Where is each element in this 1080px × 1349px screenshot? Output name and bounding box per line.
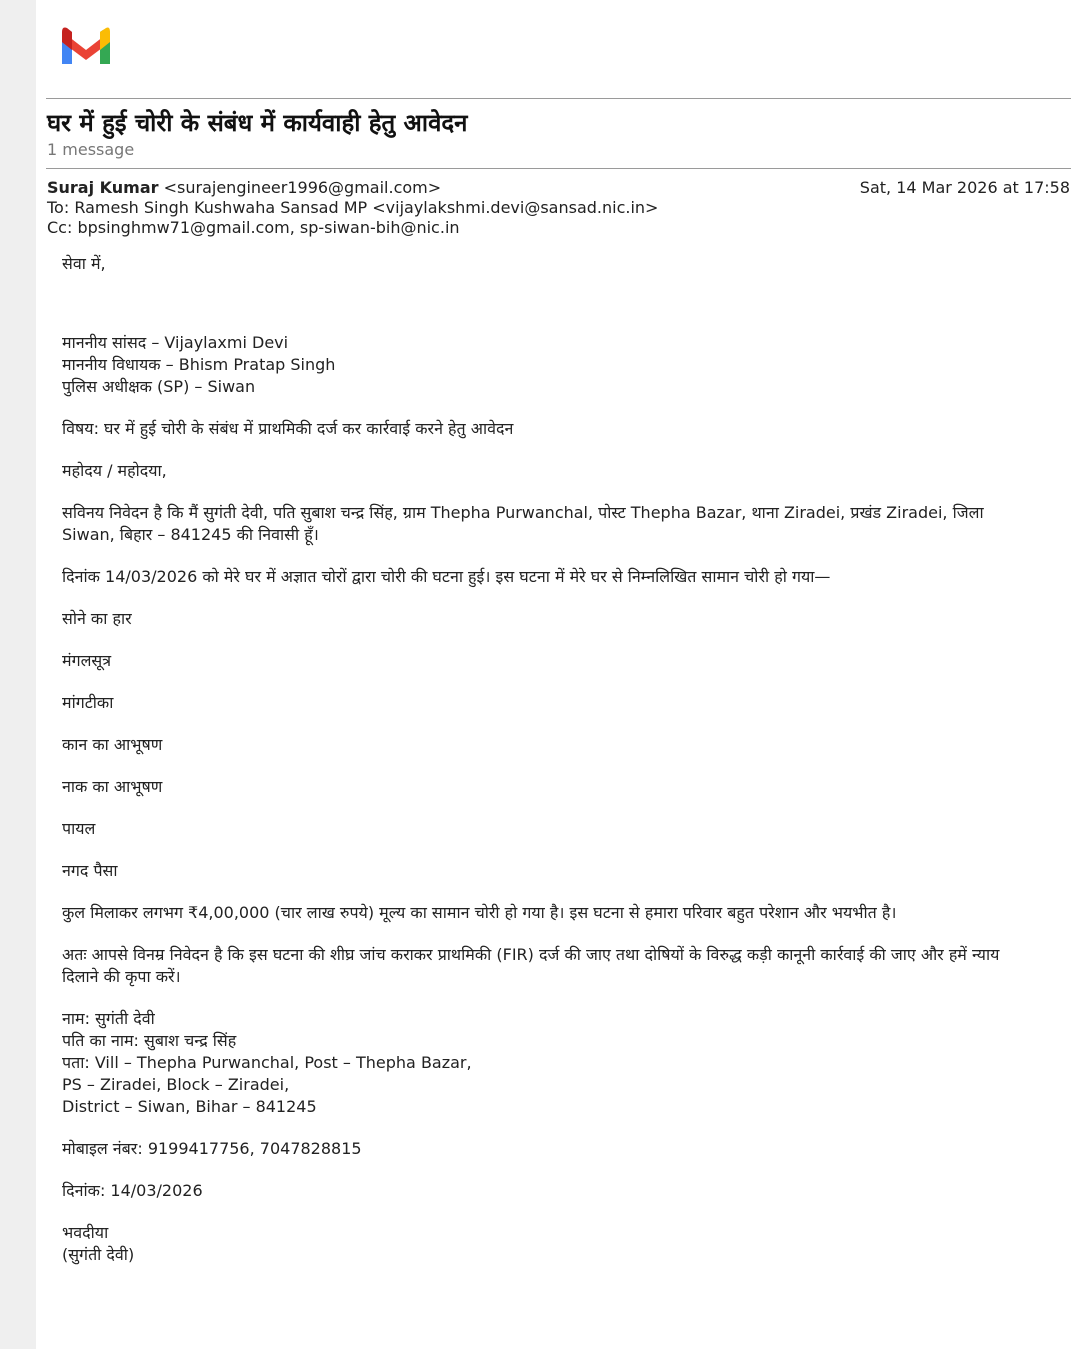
sender-name[interactable]: Suraj Kumar — [47, 178, 159, 197]
detail-line: नाम: सुगंती देवी — [62, 1009, 155, 1028]
greeting: महोदय / महोदया, — [62, 461, 167, 480]
email-body — [62, 253, 1032, 1266]
detail-line: पता: Vill – Thepha Purwanchal, Post – Thepha Bazar, — [62, 1053, 472, 1072]
paragraph-intro: सविनय निवेदन है कि मैं सुगंती देवी, पति सुबाश चन्द्र सिंह, ग्राम Thepha Purwanchal, पोस्ट Thepha Bazar, थाना Ziradei, प्रखंड Ziradei, जिला Siwan, बिहार – 841245 की निवासी हूँ। — [62, 503, 984, 544]
signature-block — [62, 1222, 1032, 1266]
paragraph-request: अतः आपसे विनम्र निवेदन है कि इस घटना की शीघ्र जांच कराकर प्राथमिकी (FIR) दर्ज की जाए तथा दोषियों के विरुद्ध कड़ी कानूनी कार्रवाई की जाए और हमें न्याय दिलाने की कृपा करें। — [62, 945, 1000, 986]
email-headers — [47, 178, 658, 238]
letter-date: दिनांक: 14/03/2026 — [62, 1181, 203, 1200]
addressee-line: माननीय सांसद – Vijaylaxmi Devi — [62, 333, 289, 352]
letter-subject: विषय: घर में हुई चोरी के संबंध में प्राथमिकी दर्ज कर कार्रवाई करने हेतु आवेदन — [62, 419, 514, 438]
stolen-item: नगद पैसा — [62, 861, 118, 880]
gmail-logo-icon — [58, 24, 114, 66]
stolen-item: सोने का हार — [62, 609, 132, 628]
email-date: Sat, 14 Mar 2026 at 17:58 — [859, 178, 1070, 197]
applicant-details — [62, 1008, 1032, 1118]
addressee-line: पुलिस अधीक्षक (SP) – Siwan — [62, 377, 256, 396]
header-divider-top — [46, 98, 1071, 99]
stolen-item: मंगलसूत्र — [62, 651, 112, 670]
mobile-numbers: मोबाइल नंबर: 9199417756, 7047828815 — [62, 1139, 362, 1158]
stolen-item: नाक का आभूषण — [62, 777, 163, 796]
paragraph-incident: दिनांक 14/03/2026 को मेरे घर में अज्ञात चोरों द्वारा चोरी की घटना हुई। इस घटना में मेरे घर से निम्नलिखित सामान चोरी हो गया— — [62, 567, 831, 586]
to-line: To: Ramesh Singh Kushwaha Sansad MP <vijaylakshmi.devi@sansad.nic.in> — [47, 198, 659, 217]
salutation: सेवा में, — [62, 254, 106, 273]
addressee-line: माननीय विधायक – Bhism Pratap Singh — [62, 355, 336, 374]
paragraph-total: कुल मिलाकर लगभग ₹4,00,000 (चार लाख रुपये) मूल्य का सामान चोरी हो गया है। इस घटना से हमारा परिवार बहुत परेशान और भयभीत है। — [62, 903, 897, 922]
stolen-item: पायल — [62, 819, 96, 838]
signature-name: (सुगंती देवी) — [62, 1245, 135, 1264]
email-subject: घर में हुई चोरी के संबंध में कार्यवाही हेतु आवेदन — [47, 109, 468, 137]
detail-line: PS – Ziradei, Block – Ziradei, — [62, 1075, 290, 1094]
message-count: 1 message — [47, 140, 135, 159]
stolen-item: मांगटीका — [62, 693, 114, 712]
from-line — [47, 178, 658, 198]
cc-line: Cc: bpsinghmw71@gmail.com, sp-siwan-bih@nic.in — [47, 218, 460, 237]
closing: भवदीया — [62, 1223, 109, 1242]
detail-line: पति का नाम: सुबाश चन्द्र सिंह — [62, 1031, 237, 1050]
stolen-item: कान का आभूषण — [62, 735, 163, 754]
addressee-block — [62, 332, 1032, 398]
sender-email[interactable]: <surajengineer1996@gmail.com> — [163, 178, 442, 197]
left-margin-strip — [0, 0, 36, 1349]
header-divider-bottom — [46, 168, 1071, 169]
detail-line: District – Siwan, Bihar – 841245 — [62, 1097, 317, 1116]
